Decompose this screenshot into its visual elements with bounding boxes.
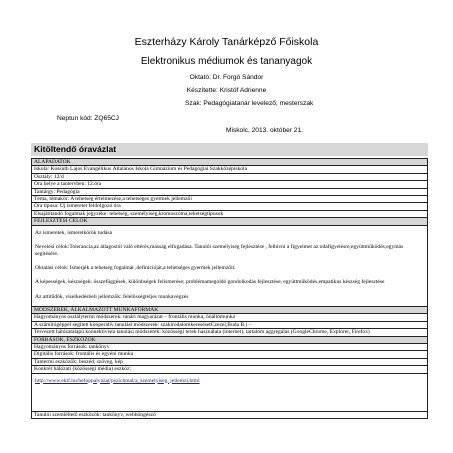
neptun-code: Neptun kód: ZQ65CJ (57, 115, 119, 122)
row-iskola: Iskola: Kossuth Lajos Evangélikus Általános Iskola Gimnázium és Pedagógiai Szakközépiskola (32, 166, 427, 173)
section-head-celok: FEJLESZTÉSI CÉLOK (32, 218, 427, 225)
section-head-forrasok: FORRÁSOK, ESZKÖZÖK (32, 337, 427, 344)
row-modszer-cooperative: A számítógéppel segített kooperatív tanulási módszerek: szakirodalomkeresésetCzezel,Buda B.) – (32, 322, 427, 329)
section-head-alapadatok: ALAPADATOK (32, 159, 427, 166)
row-modszer-traditional: Hagyományos osztálytermi módszerek: tanári magyarázat – frontális munka, önállómunka (32, 314, 427, 321)
row-forras-classroom: Tantermi eszközök: beszéd, szöveg, kép (32, 359, 427, 366)
section-title: Kitöltendő óravázlat (31, 143, 428, 156)
resource-link[interactable]: http://www.ektf.hu/hefoppalyazat/pszichmal/a_szemelyiseg_jellemzi.html (35, 377, 200, 384)
goals-skills: A képességek, készségek: összefüggések, különbségek felismerése; problémamegoldó gondolkodás fejlesztése, együttműködés,empatikus készség fejlesztése (35, 279, 385, 286)
section-head-modszerek: MÓDSZEREK, ALKALMAZOTT MUNKAFORMÁK (32, 307, 427, 314)
row-fogalmak: Elsajátítandó fogalmak jegyzéke: tehetség, személyiség,kromoszóma,tehetségtípusok (32, 211, 427, 218)
goals-cell (32, 226, 427, 307)
author-line: Készítette: Kristóf Adrienne (186, 87, 267, 94)
major-line: Szak: Pedagógiatanár levelező, mesterszak (185, 100, 314, 107)
goals-attitudes: Az attitűdök, viselkedésbeli jellemzők: felelősségteljes munkavégzés (35, 293, 189, 300)
course-title: Elektronikus médiumok és tananyagok (140, 56, 313, 67)
lesson-plan-table (31, 158, 428, 419)
row-ora-tipusa: Óra típusa: Új ismeretet feldolgozó óra (32, 203, 427, 210)
row-modszer-network: Tervezett hálózatalapú konnektivista tanulási módszerek: közösségi terek használata (internet), tartalom aggregálás (GoogleChrome, Explorer, Firefox) (32, 329, 427, 336)
row-forras-traditional: Hagyományos források: tankönyv (32, 344, 427, 351)
link-cell (32, 374, 427, 412)
goals-teaching: Oktatási célok: Ismerjék a tehetség fogalmát ,definícióját,a tehetséges gyermek jellemzőit. (35, 265, 236, 272)
row-ora-helye: Óra helye a tantervben: 12.óra (32, 181, 427, 188)
goals-knowledge: Az ismeretek, ismeretkörök tudása (35, 229, 113, 236)
date-line: Miskolc, 2013. október 21. (226, 127, 303, 134)
row-halozati-label: Konkrét hálózati (közösségi média) eszköz: (32, 366, 427, 373)
row-forras-digital: Digitális források: frontális és egyéni munka (32, 351, 427, 358)
institution-name: Eszterházy Károly Tanárképző Főiskola (134, 36, 319, 48)
row-tantargy: Tantárgy: Pedagógia (32, 189, 427, 196)
row-osztaly: Osztály: 12/d (32, 174, 427, 181)
goals-education: Nevelési célok:Tolerancia,az átlagostól való eltérés,másság elfogadása. Tanulói személyiség fejlesztése , felhívni a figyelmet az odafigyelésre,együttműködés,egymás segítésére. (35, 243, 404, 258)
row-szemleltető: Tanulói szemléltető eszközök: tankönyv, webböngésző (34, 411, 156, 418)
row-tema: Téma, témakör: A tehetség értelmezése,a tehetséges gyermek jellemzői (32, 196, 427, 203)
teacher-line: Oktató: Dr. Forgó Sándor (189, 74, 264, 81)
